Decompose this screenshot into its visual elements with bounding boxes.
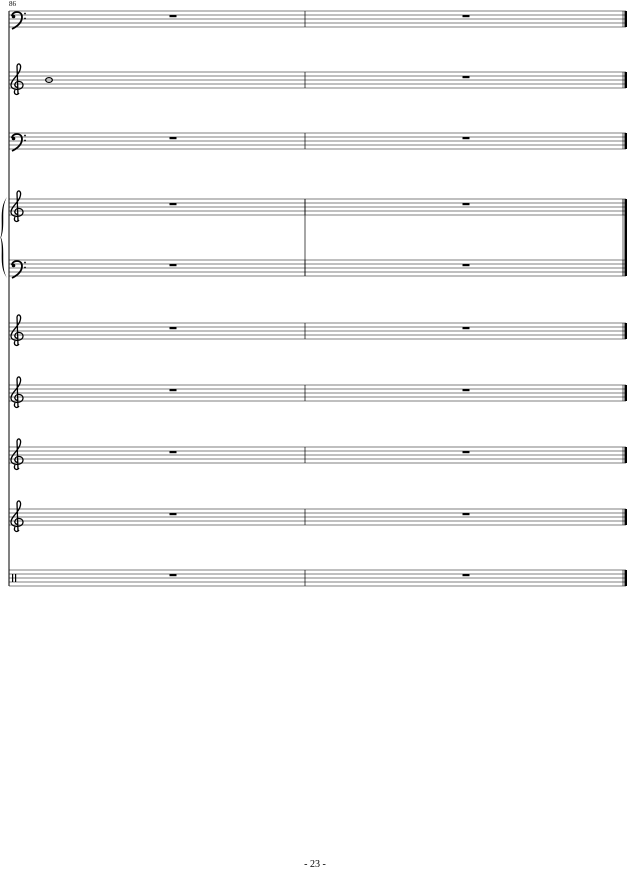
whole-rest	[463, 203, 470, 205]
staff-2-treble	[9, 64, 627, 95]
treble-clef-icon	[11, 315, 23, 346]
staff-8-treble	[9, 439, 627, 470]
whole-rest	[170, 203, 177, 205]
final-barline	[625, 133, 628, 149]
page-number: - 23 -	[304, 859, 326, 870]
whole-rest	[463, 264, 470, 266]
final-barline	[625, 323, 628, 339]
whole-rest	[463, 513, 470, 515]
whole-rest	[463, 327, 470, 329]
whole-rest	[463, 451, 470, 453]
staff-3-bass	[9, 133, 627, 151]
bass-clef-icon	[12, 134, 22, 151]
final-barline	[625, 11, 628, 27]
whole-rest	[170, 264, 177, 266]
staff-7-treble	[9, 377, 627, 408]
final-barline	[625, 385, 628, 401]
whole-rest	[463, 389, 470, 391]
whole-rest	[463, 574, 470, 576]
treble-clef-icon	[11, 377, 23, 408]
staff-5-bass	[9, 260, 627, 278]
staff-9-treble	[9, 501, 627, 532]
treble-clef-icon	[11, 439, 23, 470]
whole-rest	[463, 137, 470, 139]
final-barline	[625, 570, 628, 586]
whole-rest	[170, 137, 177, 139]
treble-clef-icon	[11, 191, 23, 222]
percussion-clef-icon	[12, 574, 13, 582]
whole-rest	[170, 15, 177, 17]
whole-rest	[170, 451, 177, 453]
staff-4-treble	[9, 191, 627, 222]
bass-clef-icon	[12, 261, 22, 278]
treble-clef-icon	[11, 64, 23, 95]
bass-clef-icon	[12, 12, 22, 29]
whole-rest	[170, 327, 177, 329]
whole-rest	[170, 513, 177, 515]
final-barline	[625, 509, 628, 525]
whole-rest	[463, 15, 470, 17]
whole-rest	[170, 389, 177, 391]
staff-1-bass	[9, 11, 627, 29]
piano-final-barline	[625, 199, 628, 276]
staff-10-percussion	[9, 570, 627, 586]
measure-number: 86	[9, 0, 16, 8]
whole-rest	[170, 574, 177, 576]
treble-clef-icon	[11, 501, 23, 532]
piano-brace	[1, 197, 8, 278]
final-barline	[625, 447, 628, 463]
final-barline	[625, 72, 628, 88]
staff-6-treble	[9, 315, 627, 346]
whole-rest	[463, 76, 470, 78]
